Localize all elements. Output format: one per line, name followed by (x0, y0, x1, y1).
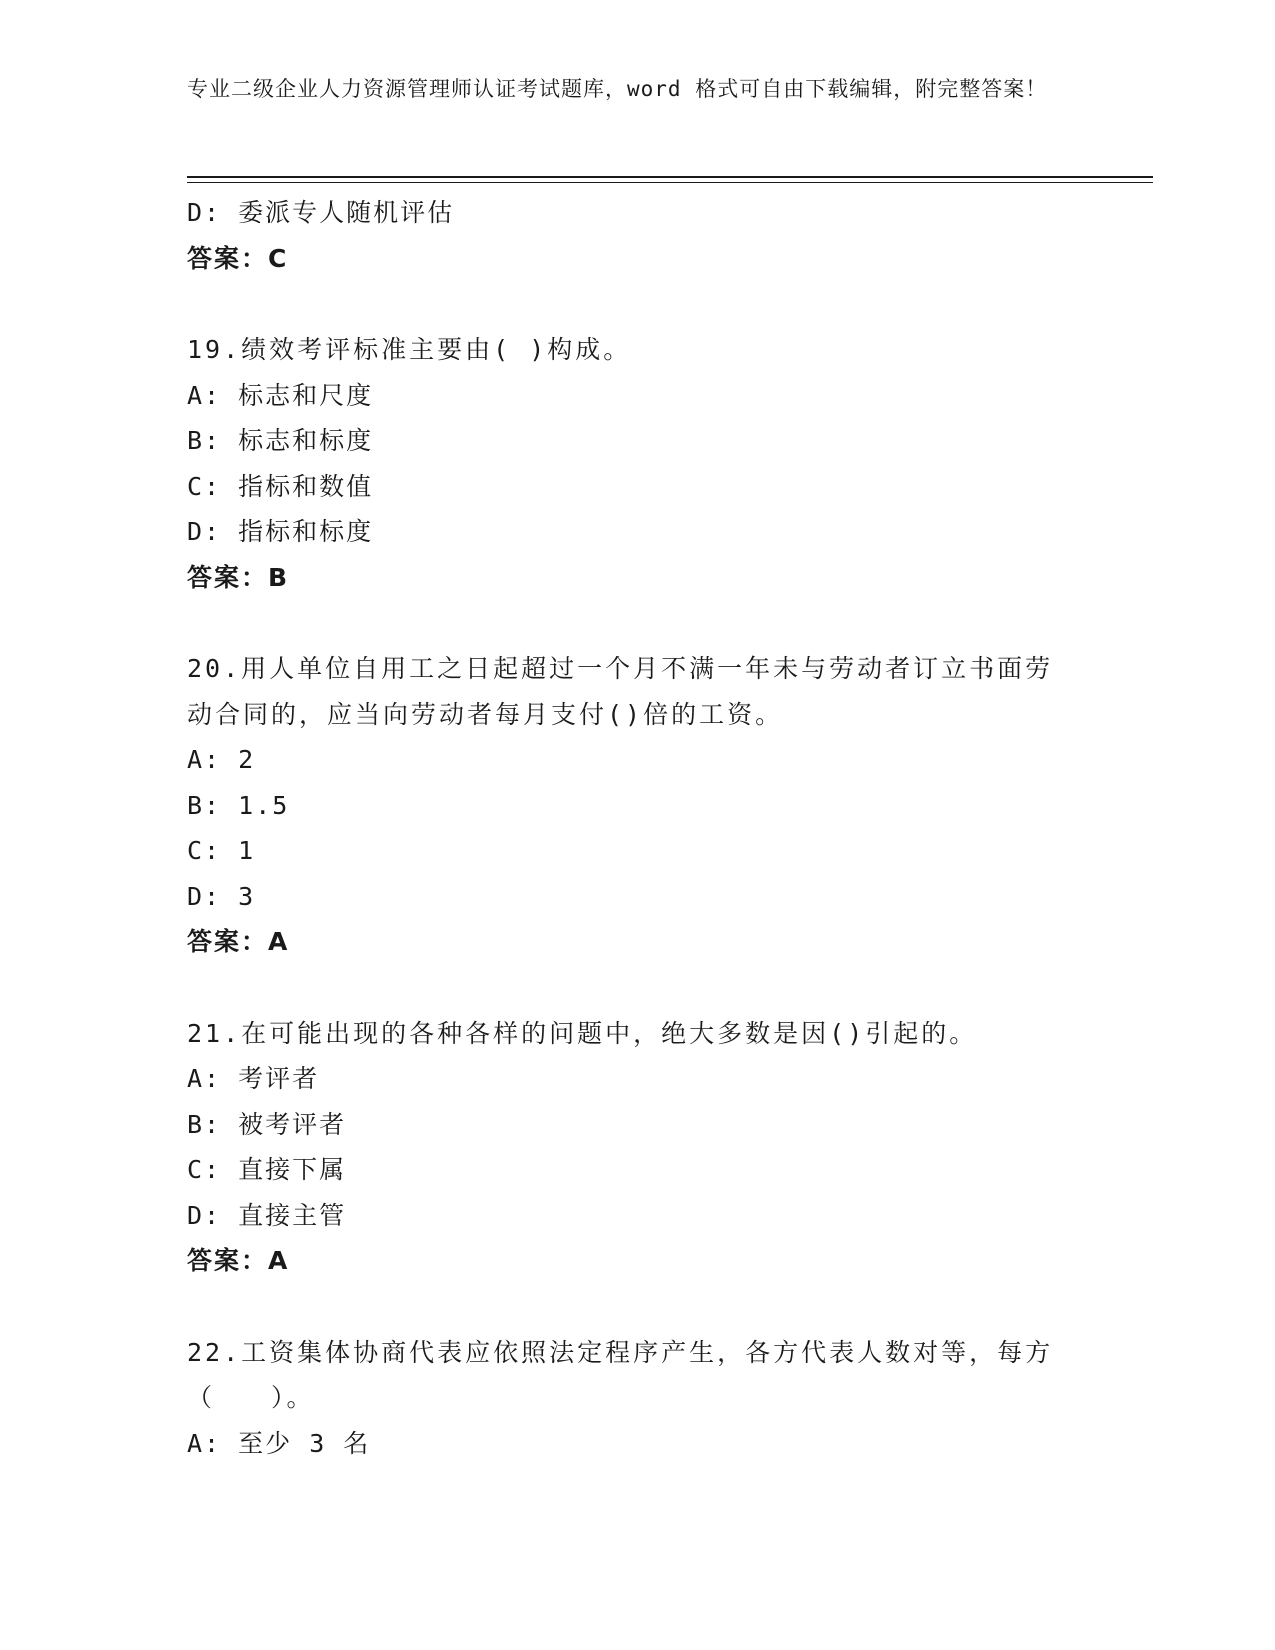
question-stem: 20.用人单位自用工之日起超过一个月不满一年未与劳动者订立书面劳动合同的，应当向劳动者每月支付()倍的工资。 (187, 654, 1054, 729)
spacer (187, 1284, 1087, 1330)
question-stem: 21.在可能出现的各种各样的问题中，绝大多数是因()引起的。 (187, 1018, 978, 1048)
spacer (187, 965, 1087, 1011)
spacer (187, 600, 1087, 646)
question-stem: 19.绩效考评标准主要由( )构成。 (187, 335, 632, 364)
option-c: C: 直接下属 (187, 1155, 347, 1184)
option-a: A: 考评者 (187, 1064, 320, 1093)
answer-line: 答案：B (187, 562, 290, 592)
answer-line: 答案：A (187, 1246, 290, 1275)
answer-line: 答案：A (187, 927, 290, 956)
option-c: C: 1 (187, 836, 256, 865)
question-20 (187, 646, 1087, 965)
header-divider-thin (187, 182, 1153, 183)
question-21 (187, 1011, 1087, 1284)
option-c: C: 指标和数值 (187, 471, 374, 501)
header-divider-thick (187, 176, 1153, 178)
answer-line: 答案：C (187, 243, 289, 273)
option-d: D: 直接主管 (187, 1200, 347, 1230)
option-a: A: 2 (187, 745, 256, 774)
question-stem: 22.工资集体协商代表应依照法定程序产生，各方代表人数对等，每方（ ）。 (187, 1337, 1054, 1412)
option-d: D: 3 (187, 881, 256, 911)
spacer (187, 281, 1087, 327)
option-b: B: 1.5 (187, 790, 290, 820)
question-19 (187, 327, 1087, 600)
option-b: B: 被考评者 (187, 1109, 347, 1139)
option-d: D: 指标和标度 (187, 517, 374, 546)
page-header: 专业二级企业人力资源管理师认证考试题库，word 格式可自由下载编辑，附完整答案！ (187, 77, 1048, 101)
option-d: D: 委派专人随机评估 (187, 198, 455, 227)
question-22 (187, 1330, 1087, 1467)
option-b: B: 标志和标度 (187, 426, 374, 455)
option-a: A: 至少 3 名 (187, 1428, 371, 1458)
question-content (187, 190, 1087, 1466)
option-a: A: 标志和尺度 (187, 380, 374, 410)
